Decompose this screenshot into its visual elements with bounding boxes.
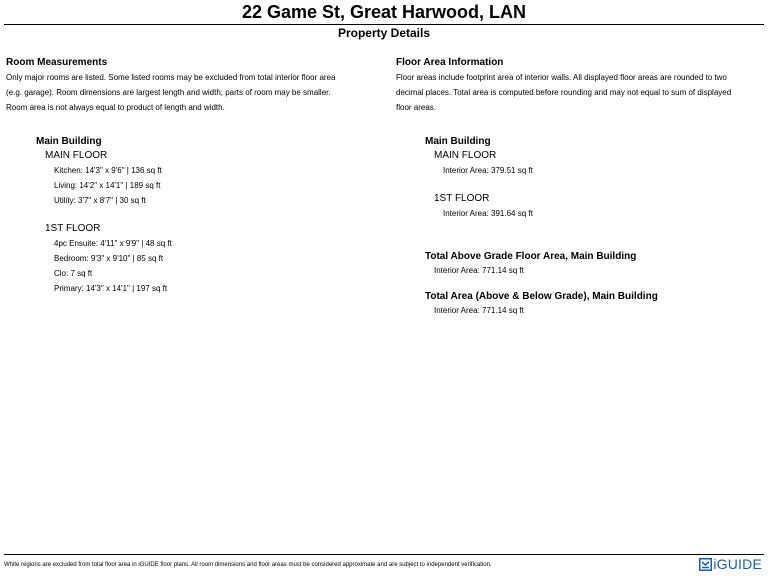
note-line: Only major rooms are listed. Some listed rooms may be excluded from total interior floor area — [6, 73, 336, 82]
room-item: Bedroom: 9'3" x 9'10" | 85 sq ft — [54, 254, 164, 263]
floor-name: MAIN FLOOR — [434, 150, 497, 161]
room-item: Utility: 3'7" x 8'7" | 30 sq ft — [54, 196, 146, 205]
room-measurements-section — [6, 56, 378, 296]
floor-interior-area: Interior Area: 391.64 sq ft — [443, 209, 533, 218]
total-above-grade-area: Interior Area: 771.14 sq ft — [434, 266, 524, 275]
floor-name: MAIN FLOOR — [45, 150, 108, 161]
note-line: decimal places. Total area is computed before rounding and may not equal to sum of displayed — [396, 88, 732, 97]
room-item: Living: 14'2" x 14'1" | 189 sq ft — [54, 181, 161, 190]
note-line: floor areas. — [396, 103, 437, 112]
floor-name: 1ST FLOOR — [45, 223, 101, 234]
footer-divider — [4, 554, 764, 555]
footer-disclaimer: White regions are excluded from total floor area in iGUIDE floor plans. All room dimensions and floor areas must be considered approximate and are subject to independent verification. — [4, 562, 492, 568]
floor-interior-area: Interior Area: 379.51 sq ft — [443, 166, 533, 175]
floor-area-heading: Floor Area Information — [396, 57, 504, 68]
floor-name: 1ST FLOOR — [434, 193, 490, 204]
room-item: Kitchen: 14'3" x 9'6" | 136 sq ft — [54, 166, 162, 175]
note-line: Floor areas include footprint area of interior walls. All displayed floor areas are rounded to two — [396, 73, 727, 82]
page-subtitle: Property Details — [337, 26, 431, 40]
page-title: 22 Game St, Great Harwood, LAN — [241, 2, 527, 22]
total-area-heading: Total Area (Above & Below Grade), Main Building — [425, 291, 658, 302]
room-measurements-heading: Room Measurements — [6, 57, 108, 68]
total-area-value: Interior Area: 771.14 sq ft — [434, 306, 524, 315]
total-above-grade-heading: Total Above Grade Floor Area, Main Building — [425, 251, 637, 262]
title-divider — [4, 24, 764, 25]
room-item: Primary: 14'3" x 14'1" | 197 sq ft — [54, 284, 168, 293]
room-list — [54, 163, 378, 208]
floor-area-section — [396, 56, 764, 318]
brand-logo — [699, 556, 762, 572]
note-line: Room area is not always equal to product of length and width. — [6, 103, 225, 112]
note-line: (e.g. garage). Room dimensions are largest length and width; parts of room may be smaller. — [6, 88, 331, 97]
room-list — [54, 236, 378, 296]
iguide-logo-icon — [699, 558, 712, 571]
building-name: Main Building — [425, 136, 491, 147]
brand-name: iGUIDE — [713, 556, 762, 572]
building-name: Main Building — [36, 136, 102, 147]
room-item: 4pc Ensuite: 4'11" x 9'9" | 48 sq ft — [54, 239, 172, 248]
room-measurements-notes — [6, 70, 378, 115]
room-item: Clo: 7 sq ft — [54, 269, 93, 278]
floor-area-notes — [396, 70, 764, 115]
